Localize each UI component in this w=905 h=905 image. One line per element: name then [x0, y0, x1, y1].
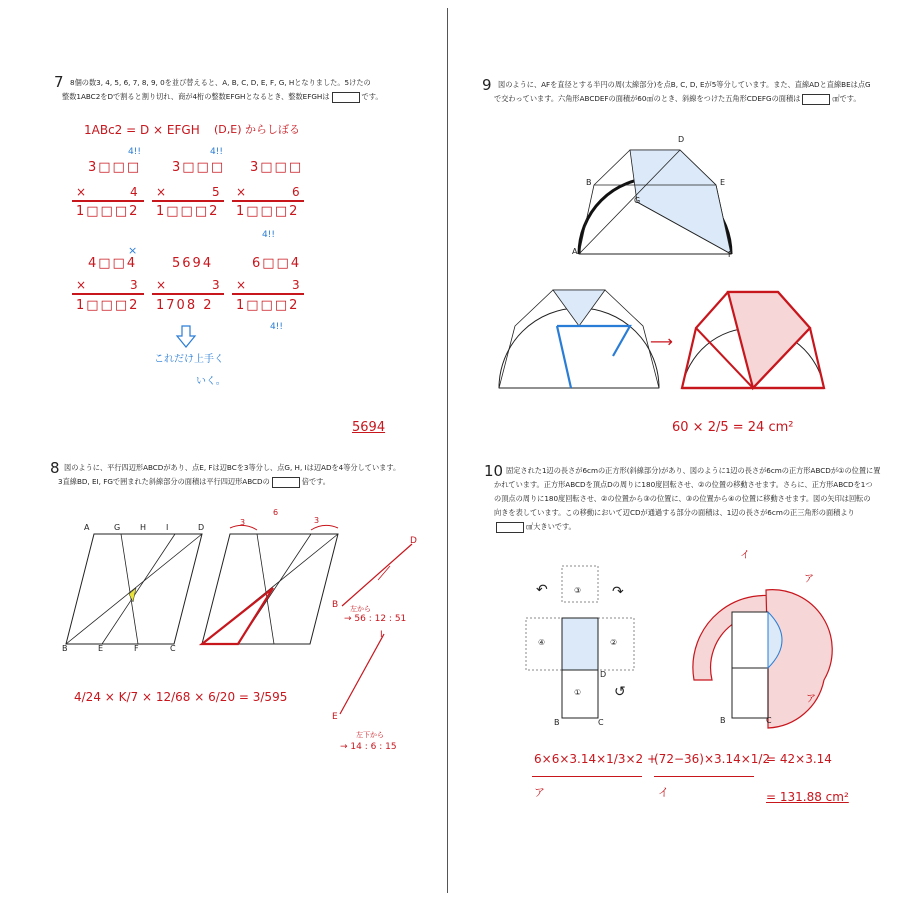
q8-label-C: C [170, 644, 176, 653]
q10-position-1: ① [574, 688, 582, 697]
q10-underline-a [532, 776, 642, 777]
q8-label-B: B [62, 644, 68, 653]
q10-position-3: ③ [574, 586, 582, 595]
q7-row4-line [72, 293, 144, 295]
q8-text-line1: 図のように、平行四辺形ABCDがあり、点E, Fは辺BCを3等分し、点G, H, Iは辺ADを4等分しています。 [64, 463, 401, 472]
down-arrow-icon [176, 326, 196, 348]
q8-side1-label-D: D [410, 536, 417, 546]
q10-arc-label-a2: ア [806, 694, 816, 705]
q8-text-line2: 3直線BD, EI, FGで囲まれた斜線部分の面積は平行四辺形ABCDの 倍です。 [58, 477, 330, 486]
q7-row5-result: 1708 2 [156, 298, 214, 313]
q7-row4-times: × [76, 278, 87, 292]
q10-arc-label-a1: ア [804, 574, 814, 585]
q8-label-G: G [114, 523, 121, 532]
q7-row5-mul: 3 [212, 278, 220, 292]
q7-row2-line [152, 200, 224, 202]
q7-equation-note: (D,E) からしぼる [214, 123, 300, 136]
q10-label-B2: B [720, 716, 726, 725]
page-divider [447, 8, 448, 893]
q10-label-D: D [600, 670, 607, 679]
q9-figure-red [678, 282, 828, 392]
q7-row6-line [232, 293, 304, 295]
q7-row2-result: 1□□□2 [156, 204, 220, 219]
q7-comment-1: これだけ上手く [154, 354, 224, 365]
q7-answer: 5694 [352, 420, 386, 435]
q7-row1-mul: 4 [130, 185, 138, 199]
q7-row4-mul: 3 [130, 278, 138, 292]
q7-row6-times: × [236, 278, 247, 292]
rotate-arrow-icon: ↷ [612, 584, 624, 600]
q10-under-a: ア [534, 786, 545, 799]
q9-label-F: F [728, 250, 733, 259]
q10-text-line2: かれています。正方形ABCDを頂点Dの周りに180度回転させ、②の位置の移動させます。さらに、正方形ABCDを1つ [494, 480, 873, 489]
q8-annotated-figure [200, 522, 350, 652]
q9-semicircle-figure [575, 140, 735, 260]
q7-row1-result: 1□□□2 [76, 204, 140, 219]
q9-formula: 60 × 2/5 = 24 cm² [672, 420, 794, 435]
q10-position-4: ④ [538, 638, 546, 647]
q10-text-line3: の頂点の周りに180度回転させ、②の位置から③の位置に、③の位置から④の位置に移動させます。図の矢印は回転の [494, 494, 871, 503]
q7-row3-times: × [236, 185, 247, 199]
q8-label-H: H [140, 523, 147, 532]
q8-parallelogram-figure [60, 522, 220, 652]
q8-fig2-mark-3a: 3 [240, 518, 246, 527]
q10-text-line1: 固定された1辺の長さが6cmの正方形(斜線部分)があり、図のように1辺の長さが6cmの正方形ABCDが①の位置に置 [506, 466, 881, 475]
q10-arc-label-i: イ [740, 550, 750, 561]
q8-label-D: D [198, 523, 205, 532]
q8-fig2-mark-3b: 3 [314, 516, 320, 525]
answer-box [802, 94, 830, 105]
q8-label-A: A [84, 523, 90, 532]
q10-text-line5: ㎠大きいです。 [494, 521, 576, 533]
q7-row6-mul: 3 [292, 278, 300, 292]
q10-underline-b [654, 776, 754, 777]
q9-label-A: A [572, 247, 578, 256]
q10-under-b: イ [658, 786, 669, 799]
q9-label-G: G [634, 196, 641, 205]
q9-figure-blue [495, 282, 665, 392]
q7-row2-note: 4!! [210, 147, 223, 157]
q7-text-line2: 整数1ABC2をDで割ると割り切れ、商が4桁の整数EFGHとなるとき、整数EFGHは です。 [62, 92, 383, 101]
q7-row3-mul: 6 [292, 185, 300, 199]
q7-row3-top: 3□□□ [250, 160, 304, 175]
q7-row3-line [232, 200, 304, 202]
q9-label-D: D [678, 135, 685, 144]
q10-label-C2: C [766, 716, 772, 725]
q7-comment-2: いく。 [196, 376, 226, 387]
q10-formula-b: (72−36)×3.14×1/2 [654, 752, 771, 766]
q8-side1-label-B: B [332, 600, 339, 610]
answer-box [332, 92, 360, 103]
arrow-right-icon: ⟶ [650, 332, 673, 351]
q7-equation: 1ABc2 = D × EFGH [84, 123, 200, 137]
q7-row1-times: × [76, 185, 87, 199]
q8-label-F: F [134, 644, 139, 653]
q9-number: 9 [482, 76, 492, 94]
q7-number: 7 [54, 73, 64, 91]
q9-text-line1: 図のように、AFを直径とする半円の周(太線部分)を点B, C, D, Eが5等分しています。また、直線ADと直線BEは点G [498, 80, 871, 89]
q7-row4-note: × [128, 244, 138, 257]
rotate-arrow-icon: ↶ [536, 582, 548, 598]
q9-label-B: B [586, 178, 592, 187]
q7-row4-result: 1□□□2 [76, 298, 140, 313]
q10-text-line4: 向きを表しています。この移動において辺CDが通過する部分の面積は、1辺の長さが6cmの正三角形の面積より [494, 508, 855, 517]
q10-formula-a: 6×6×3.14×1/3×2 + [534, 752, 658, 766]
q8-label-E: E [98, 644, 104, 653]
q7-text-line1: 8個の数3, 4, 5, 6, 7, 8, 9, 0を並び替えると、A, B, C, D, E, F, G, Hとなりました。5けたの [70, 78, 371, 87]
q8-side2-label-I: I [380, 630, 383, 640]
q7-row2-times: × [156, 185, 167, 199]
q10-label-B: B [554, 718, 560, 727]
answer-box [272, 477, 300, 488]
q8-label-I: I [166, 523, 169, 532]
q9-text-line2: で交わっています。六角形ABCDEFの面積が60㎠のとき、斜線をつけた五角形CDEFGの面積は ㎠です。 [494, 94, 861, 103]
q7-row2-top: 3□□□ [172, 160, 226, 175]
q7-row3-note: 4!! [262, 230, 275, 240]
q10-label-C: C [598, 718, 604, 727]
q10-position-2: ② [610, 638, 618, 647]
q10-formula-c: = 42×3.14 [766, 752, 832, 766]
q8-fig2-mark-6: 6 [273, 508, 279, 517]
q7-row6-top: 6□□4 [252, 256, 302, 271]
q8-side1-note: 左から [350, 605, 371, 613]
q7-row1-note: 4!! [128, 147, 141, 157]
q7-row6-note: 4!! [270, 322, 283, 332]
q7-row2-mul: 5 [212, 185, 220, 199]
q7-row1-top: 3□□□ [88, 160, 142, 175]
q9-label-E: E [720, 178, 726, 187]
q8-side-diagram-2 [336, 630, 416, 720]
q7-row4-top: 4□□4 [88, 256, 138, 271]
q7-row5-top: 5694 [172, 256, 214, 271]
q8-number: 8 [50, 459, 60, 477]
q8-side2-ratio: → 14 : 6 : 15 [340, 742, 397, 752]
rotate-arrow-icon: ↺ [614, 684, 626, 700]
q8-side2-note: 左下から [356, 731, 384, 739]
q10-answer: = 131.88 cm² [766, 790, 849, 804]
q7-row3-result: 1□□□2 [236, 204, 300, 219]
q8-side2-label-E: E [332, 712, 338, 722]
q7-row5-line [152, 293, 224, 295]
answer-box [496, 522, 524, 533]
q8-side1-ratio: → 56 : 12 : 51 [344, 614, 407, 624]
q7-row5-times: × [156, 278, 167, 292]
q7-row6-result: 1□□□2 [236, 298, 300, 313]
q7-row1-line [72, 200, 144, 202]
q10-number: 10 [484, 462, 504, 480]
q8-formula: 4/24 × K/7 × 12/68 × 6/20 = 3/595 [74, 690, 288, 704]
